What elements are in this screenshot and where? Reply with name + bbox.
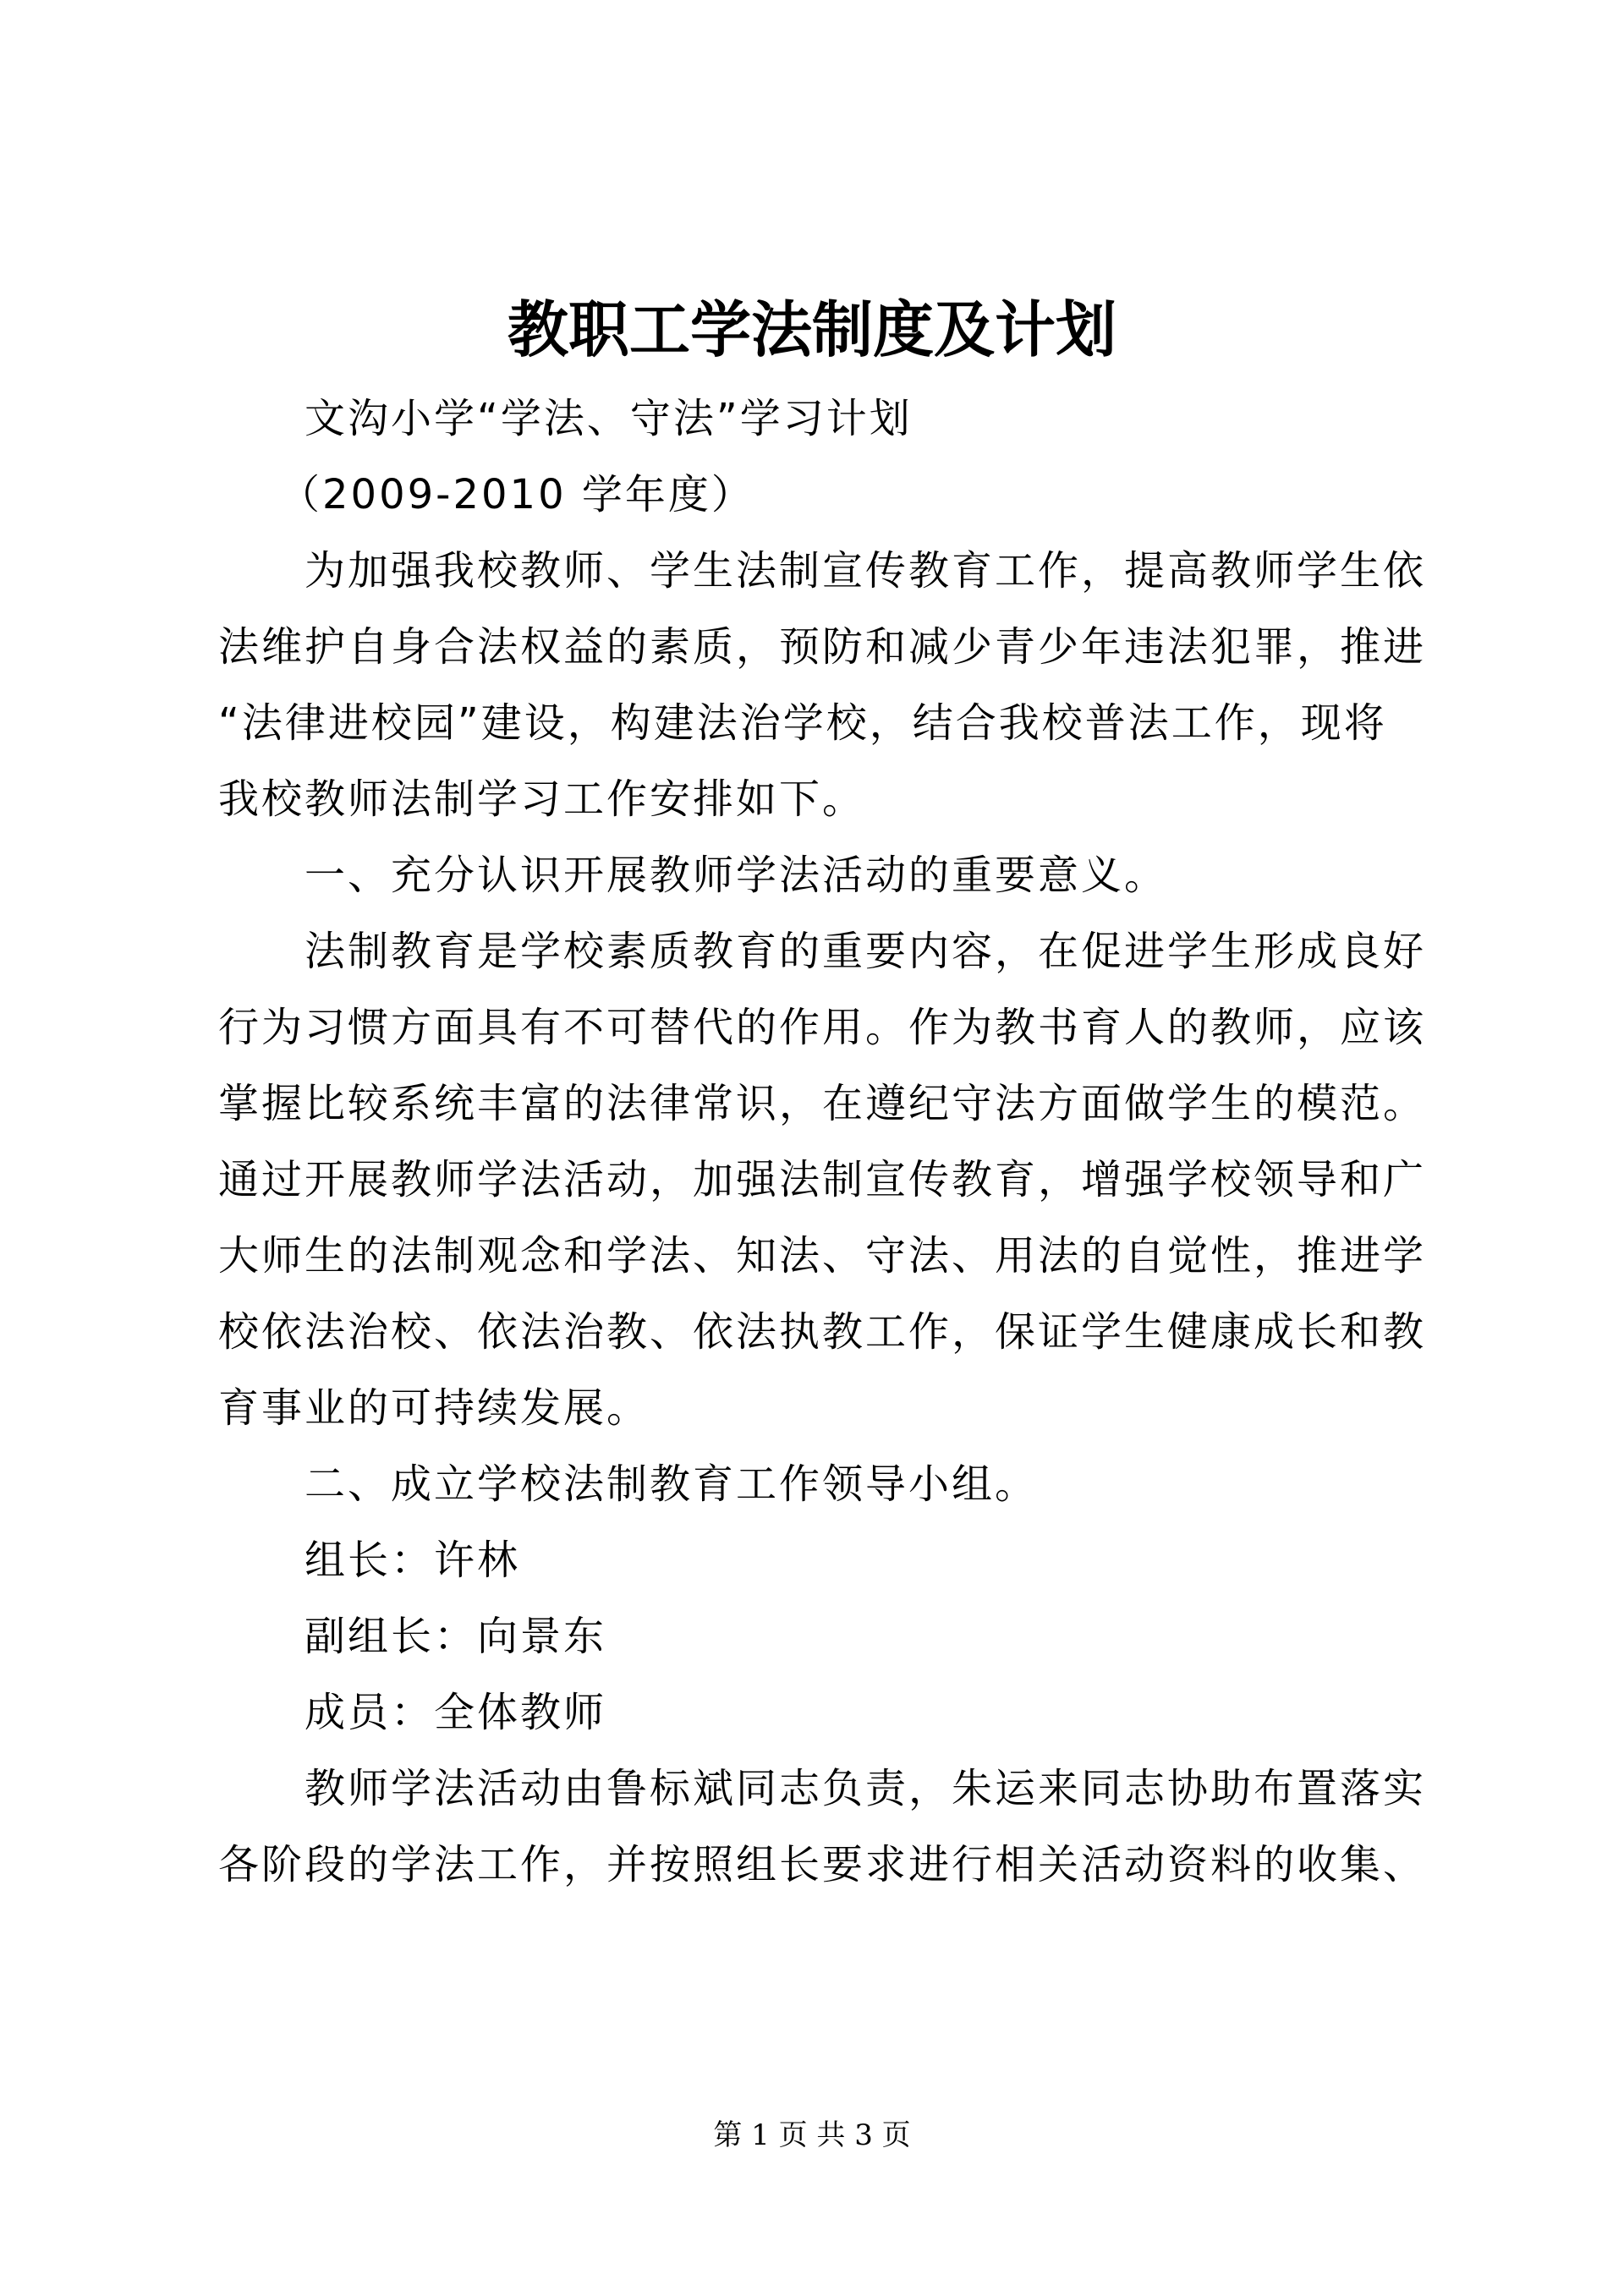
section-1-heading: 一、充分认识开展教师学法活动的重要意义。	[304, 852, 1168, 899]
group-deputy-leader: 副组长：向景东	[304, 1613, 607, 1660]
section-1-line: 通过开展教师学法活动，加强法制宣传教育，增强学校领导和广	[218, 1156, 1427, 1203]
section-1-line: 掌握比较系统丰富的法律常识，在遵纪守法方面做学生的模范。	[218, 1080, 1427, 1127]
intro-line: 为加强我校教师、学生法制宣传教育工作，提高教师学生依	[304, 547, 1427, 595]
school-year: （2009-2010 学年度）	[279, 471, 754, 518]
intro-line: “法律进校园”建设，构建法治学校，结合我校普法工作，现将	[218, 699, 1387, 747]
page-number: 第 1 页 共 3 页	[713, 2118, 911, 2152]
section-2-line: 各阶段的学法工作，并按照组长要求进行相关活动资料的收集、	[218, 1841, 1427, 1888]
section-1-line: 育事业的可持续发展。	[218, 1384, 650, 1432]
group-members: 成员：全体教师	[304, 1689, 607, 1736]
document-title: 教职工学法制度及计划	[507, 293, 1116, 365]
group-leader: 组长：许林	[304, 1537, 521, 1584]
section-2-line: 教师学法活动由鲁标斌同志负责，朱运来同志协助布置落实	[304, 1765, 1427, 1812]
intro-line: 法维护自身合法权益的素质，预防和减少青少年违法犯罪，推进	[218, 623, 1427, 671]
section-1-line: 行为习惯方面具有不可替代的作用。作为教书育人的教师，应该	[218, 1004, 1427, 1051]
intro-line: 我校教师法制学习工作安排如下。	[218, 775, 866, 823]
section-1-line: 法制教育是学校素质教育的重要内容，在促进学生形成良好	[304, 928, 1427, 975]
section-1-line: 校依法治校、依法治教、依法执教工作，保证学生健康成长和教	[218, 1308, 1427, 1356]
section-2-heading: 二、成立学校法制教育工作领导小组。	[304, 1460, 1039, 1508]
subtitle: 文沟小学“学法、守法”学习计划	[304, 395, 913, 442]
section-1-line: 大师生的法制观念和学法、知法、守法、用法的自觉性，推进学	[218, 1232, 1427, 1280]
